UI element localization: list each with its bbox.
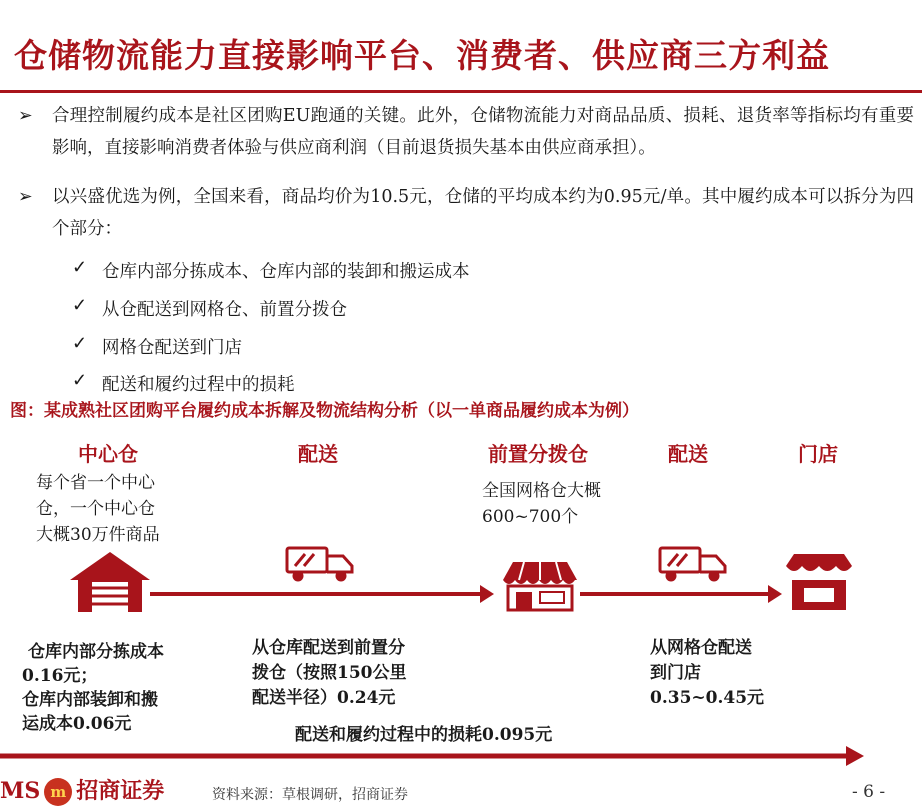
page-title: 仓储物流能力直接影响平台、消费者、供应商三方利益 [14,36,830,75]
node-label-delivery-1: 配送 [298,442,338,466]
page-number: - 6 - [852,782,886,802]
bullet-text-2: 以兴盛优选为例，全国来看，商品均价为10.5元，仓储的平均成本约为0.95元/单。其中履约成本可以拆分为四个部分： [52,187,914,239]
node-label-center-warehouse: 中心仓 [78,442,138,466]
flow-arrow-2 [580,585,782,603]
node-label-delivery-2: 配送 [668,442,708,466]
footer-source: 资料来源：草根调研，招商证券 [212,787,408,803]
check-item-3: 网格仓配送到门店 [102,338,242,358]
check-item-2: 从仓配送到网格仓、前置分拨仓 [102,300,347,320]
logo-name: 招商证券 [76,778,165,804]
loss-label: 配送和履约过程中的损耗0.095元 [295,725,553,745]
bullet-text-1: 合理控制履约成本是社区团购EU跑通的关键。此外，仓储物流能力对商品品质、损耗、退货率等指标均有重要影响，直接影响消费者体验与供应商利润（目前退货损失基本由供应商承担）。 [52,106,914,158]
check-icon: ✓ [72,333,88,354]
warehouse-icon [70,552,150,612]
storefront-icon [503,562,577,610]
flow-arrow-1 [150,585,494,603]
truck-icon-1 [287,548,352,580]
figure-caption: 图：某成熟社区团购平台履约成本拆解及物流结构分析（以一单商品履约成本为例） [10,401,639,421]
footer-logo [0,774,164,806]
check-icon: ✓ [72,370,88,391]
check-icon: ✓ [72,295,88,316]
bullet-marker: ➢ [18,106,33,126]
logo-mark-icon: m [44,778,72,806]
logo-prefix: MS [0,778,41,804]
loss-arrow [0,746,864,766]
check-item-1: 仓库内部分拣成本、仓库内部的装卸和搬运成本 [102,262,470,282]
bullet-marker: ➢ [18,187,33,207]
truck-icon-2 [660,548,725,580]
check-item-4: 配送和履约过程中的损耗 [102,375,295,395]
node-label-front-warehouse: 前置分拨仓 [488,442,588,466]
node-label-store: 门店 [798,442,838,466]
shop-awning-icon [786,554,852,610]
check-icon: ✓ [72,257,88,278]
